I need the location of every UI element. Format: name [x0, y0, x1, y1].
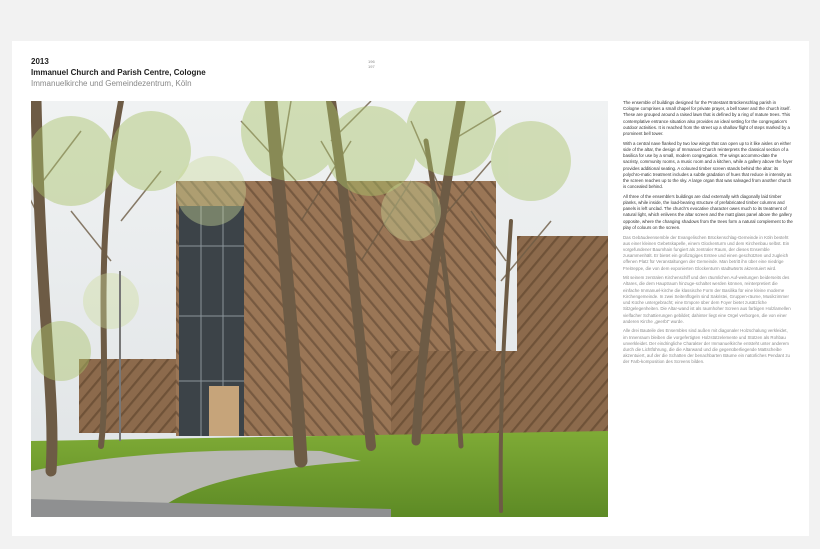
paragraph-de-1: Das Gebäudeensemble der Evangelischen Brückenschlag-Gemeinde in Köln besteht aus einer kleinen Gebetskapelle, einem Glockenturm und dem Kirchenbau selbst. Ein vorgefundener Baumhain fungiert als zentraler Raum, der dieses Ensemble zusammenhält. Er bietet ein großzügiges Entree und einen geschützten und zugleich offenen Platz für Veranstaltungen der Gemeinde. Man betritt ihn über eine niedrige Freitreppe, die von dem exponierten Glockenturm stadtwäsrts akzentuiert wird. — [623, 234, 790, 271]
paragraph-en-1: The ensemble of buildings designed for the Protestant Brückenschlag parish in Cologne comprises a small chapel for private prayer, a bell tower and the church itself. These are grouped around a raised lawn that is defined by a ring of mature trees. This contemplative entrance situation also provides an ideal setting for the congregation's outdoor activities. It is reached from the street up a shallow flight of steps marked by a prominent bell tower. — [623, 100, 791, 137]
lamp-post — [119, 271, 121, 441]
paragraph-de-3: Alle drei Bauteile des Ensembles sind außen mit diagonaler Holzschalung verkleidet, im Innenraum bleiben die vorgefertigten Holzstützelemente und Stützen als Rohbau unverkleidet. Der eindringliche Charakter der Immanuelkirche entsteht unter anderem durch die Lichtführung, die die Altarwand und die gegenüberliegende Mattscheibe akzentuiert, auf der die Schatten der benachbarten Bäume ein natürliches Pendant zu der Farb-komposition des Screens bilden. — [623, 328, 790, 365]
project-title: Immanuel Church and Parish Centre, Cologne — [31, 68, 206, 77]
paragraph-en-2: With a central nave flanked by two low wings that can open up to it like aisles on either side of the altar, the design of Immanuel Church reinterprets the classical section of a basilica for use by a small, modern congregation. The wings accommo-date the sacristy, community rooms, a music room and a kitchen, while a gallery above the foyer provides additional seating. A coloured timber screen stands behind the altar: its polychro-matic treatment includes a subtle gradation of hues that reduce in intensity as the screen reaches up to the sky. A large organ that was salvaged from another church is concealed behind. — [623, 140, 793, 190]
paragraph-en-3: All three of the ensemble's buildings are clad externally with diagonally laid timber planks, while inside, the load-bearing structure of prefabricated timber columns and panels is left unclad. The church's evocative character owes much to its treatment of natural light, which enlivens the altar screen and the matt glass panel above the gallery opposite, where the changing shadows from the trees form a natural complement to the play of colours on the screen. — [623, 193, 793, 230]
bell-tower — [517, 236, 608, 436]
body-text-column — [623, 100, 793, 369]
project-subtitle: Immanuelkirche und Gemeindezentrum, Köln — [31, 79, 192, 88]
page-number-left: 196 — [368, 59, 375, 64]
page-numbers — [368, 59, 375, 69]
entrance-door — [209, 386, 239, 436]
church-photo — [31, 101, 608, 517]
project-year: 2013 — [31, 57, 49, 66]
book-spread — [12, 41, 809, 536]
page-number-right: 197 — [368, 64, 375, 69]
paragraph-de-2: Mit seinem zentralen Kirchenschiff und den räumlichen Auf-weitungen beiderseits des Altares, die dem Hauptraum hinzuge-schaltet werden können, reinterpretiert die einfache Immanuel-kirche die klassische Form der Basilika für eine kleine moderne Kirchengemeinde. In zwei Seitenflügeln sind Sakristei, Gruppen-räume, Musikzimmer und Küche untergebracht; eine Empore über dem Foyer bietet zusätzliche Sitzgelegenheiten. Die Altar-wand ist als raumhoher Screen aus farbigen Holzlamellen vielfacher Schattierungen gebildet; dahinter liegt eine Orgel verborgen, die von einer anderen Kirche „geerbt" wurde. — [623, 275, 791, 324]
